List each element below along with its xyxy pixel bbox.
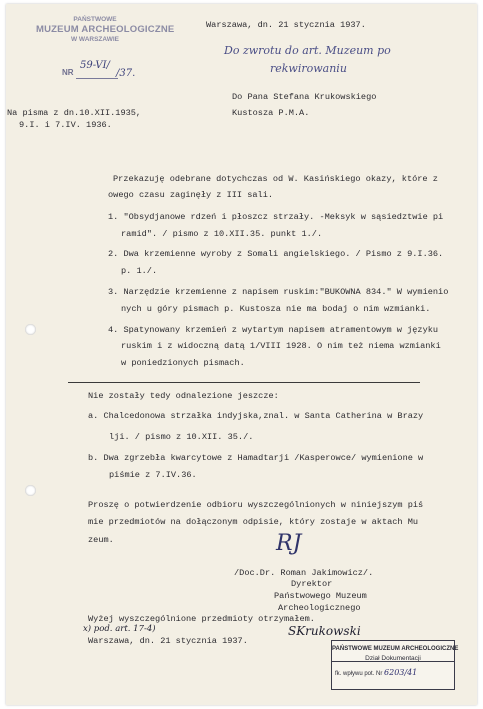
stamp-line-3: W WARSZAWIE [70, 36, 120, 43]
intro-line-1: Przekazuję odebrane dotychczas od W. Kasińskiego okazy, które z [113, 174, 438, 184]
item-2-line-2: p. 1./. [121, 266, 158, 276]
item-4-line-1: 4. Spatynowany krzemień z wytartym napisem atramentowym w języku [108, 325, 439, 335]
stamp-nr-label: NR [62, 68, 74, 77]
signature-title-3: Archeologicznego [278, 603, 361, 613]
stamp-nr-year: /37. [116, 68, 136, 79]
signature-title-2: Państwowego Muzeum [274, 591, 367, 601]
punch-hole-bottom [25, 485, 36, 496]
punch-hole-top [25, 324, 36, 335]
item-1-line-2: ramid". / pismo z 10.XII.35. punkt 1./. [121, 229, 323, 239]
handwritten-note-2: rekwirowaniu [270, 62, 347, 75]
receipt-handwritten-note: x) pod. art. 17-4) [83, 624, 156, 634]
request-line-3: zeum. [88, 535, 114, 545]
doc-stamp-nr-label: fk. wpływu pot. Nr [335, 671, 383, 677]
document-sheet [6, 4, 477, 705]
addressee-line-2: Kustosza P.M.A. [232, 108, 310, 118]
intro-line-2: owego czasu zaginęły z III sali. [108, 190, 274, 200]
not-found-a-line-1: a. Chalcedonowa strzałka indyjska,znal. w Santa Catherina w Brazy [88, 411, 424, 421]
stamp-line-2: MUZEUM ARCHEOLOGICZNE [36, 24, 175, 35]
documentation-stamp [331, 640, 459, 690]
not-found-b-line-2: piśmie z 7.IV.36. [109, 470, 197, 480]
item-4-line-2: ruskim i z widoczną datą 1/VIII 1928. O nim też niema wzmianki [121, 341, 441, 351]
receipt-place-date: Warszawa, dn. 21 stycznia 1937. [88, 636, 248, 646]
stamp-line-1: PAŃSTWOWE [73, 16, 117, 23]
receipt-signature: SKrukowski [288, 624, 361, 638]
doc-stamp-nr-value: 6203/41 [384, 668, 418, 677]
item-1-line-1: 1. "Obsydjanowe rdzeń i płoszcz strzały. -Meksyk w sąsiedztwie pi [108, 212, 444, 222]
doc-stamp-line-1: PAŃSTWOWE MUZEUM ARCHEOLOGICZNE [332, 646, 459, 652]
receipt-line: Wyżej wyszczególnione przedmioty otrzymałem. [88, 614, 315, 624]
doc-stamp-line-2: Dział Dokumentacji [365, 655, 421, 662]
item-3-line-2: nych u góry pismach p. Kustosza nie ma bodaj o nim wzmianki. [121, 304, 431, 314]
item-4-line-3: w poniedzionych pismach. [121, 358, 245, 368]
request-line-1: Proszę o potwierdzenie odbioru wyszczególnionych w niniejszym piś [88, 500, 424, 510]
not-found-heading: Nie zostały tedy odnalezione jeszcze: [88, 391, 279, 401]
place-date: Warszawa, dn. 21 stycznia 1937. [206, 20, 366, 30]
item-2-line-1: 2. Dwa krzemienne wyroby z Somali angielskiego. / Pismo z 9.I.36. [108, 249, 444, 259]
doc-stamp-divider [332, 661, 454, 662]
director-initials: RJ [276, 531, 302, 556]
section-divider [68, 382, 420, 383]
handwritten-note-1: Do zwrotu do art. Muzeum po [224, 44, 391, 57]
reference-line-1: Na pisma z dn.10.XII.1935, [7, 108, 142, 118]
signature-title-1: Dyrektor [291, 579, 333, 589]
stamp-nr-underline [76, 78, 118, 79]
stamp-nr-value: 59-VI/ [80, 60, 110, 71]
doc-stamp-line-3 [335, 668, 454, 677]
not-found-b-line-1: b. Dwa zgrzebła kwarcytowe z Hamadtarji /Kasperowce/ wymienione w [88, 453, 424, 463]
museum-stamp [36, 15, 175, 44]
reference-line-2: 9.I. i 7.IV. 1936. [19, 120, 112, 130]
signature-name: /Doc.Dr. Roman Jakimowicz/. [234, 568, 374, 578]
request-line-2: mie przedmiotów na dołączonym odpisie, który zostaje w aktach Mu [88, 517, 419, 527]
not-found-a-line-2: lji. / pismo z 10.XII. 35./. [109, 432, 254, 442]
addressee-line-1: Do Pana Stefana Krukowskiego [232, 92, 377, 102]
item-3-line-1: 3. Narzędzie krzemienne z napisem ruskim:"BUKOWNA 834." W wymienio [108, 287, 449, 297]
